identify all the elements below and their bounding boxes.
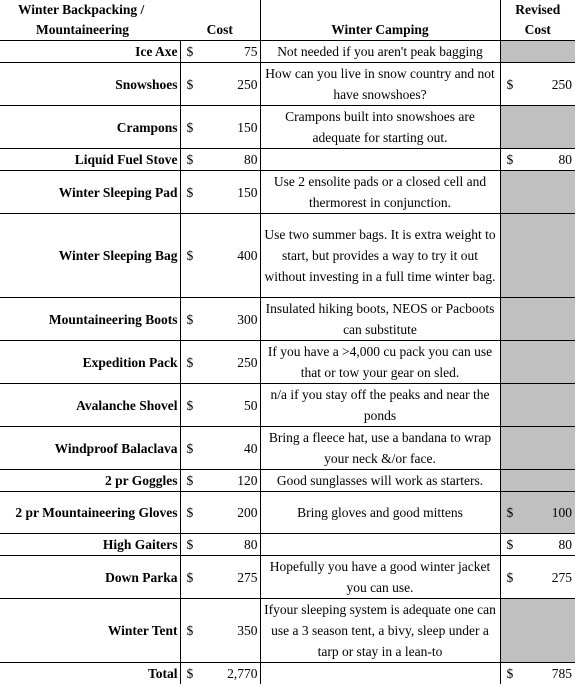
cost-currency: $ (180, 298, 210, 341)
cost-value: 75 (210, 41, 260, 63)
item-name: Expedition Pack (0, 341, 180, 384)
cost-value: 50 (210, 384, 260, 427)
item-name: Windproof Balaclava (0, 427, 180, 470)
cost-currency: $ (180, 341, 210, 384)
revised-value (530, 298, 575, 341)
revised-value (530, 470, 575, 492)
table-row (0, 470, 575, 492)
cost-currency: $ (180, 599, 210, 663)
camping-note: Bring a fleece hat, use a bandana to wrap your neck &/or face. (260, 427, 500, 470)
table-row (0, 427, 575, 470)
cost-value: 300 (210, 298, 260, 341)
revised-currency (500, 470, 530, 492)
item-name: 2 pr Mountaineering Gloves (0, 492, 180, 534)
camping-note (260, 149, 500, 171)
table-row (0, 106, 575, 149)
revised-value (530, 171, 575, 214)
cost-value: 350 (210, 599, 260, 663)
table-row (0, 556, 575, 599)
revised-currency (500, 384, 530, 427)
header-item-line2: Mountaineering (18, 20, 178, 40)
cost-currency: $ (180, 41, 210, 63)
cost-value: 40 (210, 427, 260, 470)
revised-currency: $ (500, 63, 530, 106)
cost-currency: $ (180, 492, 210, 534)
table-row (0, 214, 575, 298)
revised-currency: $ (500, 492, 530, 534)
revised-currency (500, 341, 530, 384)
table-row (0, 384, 575, 427)
revised-currency (500, 427, 530, 470)
cost-currency: $ (180, 171, 210, 214)
item-name: Mountaineering Boots (0, 298, 180, 341)
table-row (0, 599, 575, 663)
cost-value: 200 (210, 492, 260, 534)
table-row (0, 63, 575, 106)
revised-currency: $ (500, 556, 530, 599)
camping-note: Crampons built into snowshoes are adequate for starting out. (260, 106, 500, 149)
cost-value: 150 (210, 171, 260, 214)
cost-value: 250 (210, 63, 260, 106)
total-revised-currency: $ (500, 663, 530, 684)
cost-currency: $ (180, 214, 210, 298)
camping-note: Use two summer bags. It is extra weight to start, but provides a way to try it out without investing in a full time winter bag. (260, 214, 500, 298)
header-camping: Winter Camping (260, 0, 500, 41)
cost-currency: $ (180, 106, 210, 149)
table-row (0, 341, 575, 384)
revised-currency: $ (500, 149, 530, 171)
revised-currency (500, 106, 530, 149)
header-item (0, 0, 180, 41)
cost-currency: $ (180, 384, 210, 427)
item-name: Snowshoes (0, 63, 180, 106)
camping-note: n/a if you stay off the peaks and near the ponds (260, 384, 500, 427)
revised-currency: $ (500, 534, 530, 556)
camping-note: Good sunglasses will work as starters. (260, 470, 500, 492)
revised-currency (500, 214, 530, 298)
total-label: Total (0, 663, 180, 684)
revised-currency (500, 298, 530, 341)
revised-value (530, 427, 575, 470)
camping-note: Use 2 ensolite pads or a closed cell and thermorest in conjunction. (260, 171, 500, 214)
cost-value: 80 (210, 149, 260, 171)
item-name: Avalanche Shovel (0, 384, 180, 427)
revised-value (530, 41, 575, 63)
item-name: Winter Sleeping Bag (0, 214, 180, 298)
camping-note: Not needed if you aren't peak bagging (260, 41, 500, 63)
camping-note: Ifyour sleeping system is adequate one can use a 3 season tent, a bivy, sleep under a tarp or stay in a lean-to (260, 599, 500, 663)
camping-note (260, 534, 500, 556)
revised-value (530, 341, 575, 384)
camping-note: Bring gloves and good mittens (260, 492, 500, 534)
total-note (260, 663, 500, 684)
revised-value: 80 (530, 149, 575, 171)
table-row (0, 492, 575, 534)
revised-value (530, 106, 575, 149)
table-row (0, 298, 575, 341)
revised-value (530, 599, 575, 663)
item-name: High Gaiters (0, 534, 180, 556)
revised-value: 250 (530, 63, 575, 106)
table-row (0, 149, 575, 171)
total-cost: 2,770 (210, 663, 260, 684)
camping-note: If you have a >4,000 cu pack you can use that or tow your gear on sled. (260, 341, 500, 384)
cost-value: 150 (210, 106, 260, 149)
cost-currency: $ (180, 63, 210, 106)
item-name: Crampons (0, 106, 180, 149)
cost-currency: $ (180, 534, 210, 556)
header-revised (500, 0, 575, 41)
table-row (0, 171, 575, 214)
total-row (0, 663, 575, 684)
item-name: Down Parka (0, 556, 180, 599)
total-revised-cost: 785 (530, 663, 575, 684)
revised-value: 100 (530, 492, 575, 534)
item-name: Winter Tent (0, 599, 180, 663)
camping-note: How can you live in snow country and not have snowshoes? (260, 63, 500, 106)
item-name: Winter Sleeping Pad (0, 171, 180, 214)
item-name: Ice Axe (0, 41, 180, 63)
cost-currency: $ (180, 427, 210, 470)
header-revised-line2: Cost (503, 20, 574, 40)
cost-value: 120 (210, 470, 260, 492)
item-name: Liquid Fuel Stove (0, 149, 180, 171)
cost-value: 80 (210, 534, 260, 556)
header-cost: Cost (180, 0, 260, 41)
cost-currency: $ (180, 149, 210, 171)
table-row (0, 534, 575, 556)
header-revised-line1: Revised (503, 0, 574, 20)
cost-value: 250 (210, 341, 260, 384)
cost-value: 275 (210, 556, 260, 599)
header-item-line1: Winter Backpacking / (18, 0, 178, 20)
header-row (0, 0, 575, 41)
cost-currency: $ (180, 556, 210, 599)
revised-currency (500, 599, 530, 663)
revised-currency (500, 171, 530, 214)
camping-note: Hopefully you have a good winter jacket you can use. (260, 556, 500, 599)
cost-currency: $ (180, 470, 210, 492)
revised-value: 275 (530, 556, 575, 599)
revised-value (530, 384, 575, 427)
total-currency: $ (180, 663, 210, 684)
item-name: 2 pr Goggles (0, 470, 180, 492)
revised-value: 80 (530, 534, 575, 556)
revised-value (530, 214, 575, 298)
table-row (0, 41, 575, 63)
revised-currency (500, 41, 530, 63)
camping-note: Insulated hiking boots, NEOS or Pacboots can substitute (260, 298, 500, 341)
cost-value: 400 (210, 214, 260, 298)
